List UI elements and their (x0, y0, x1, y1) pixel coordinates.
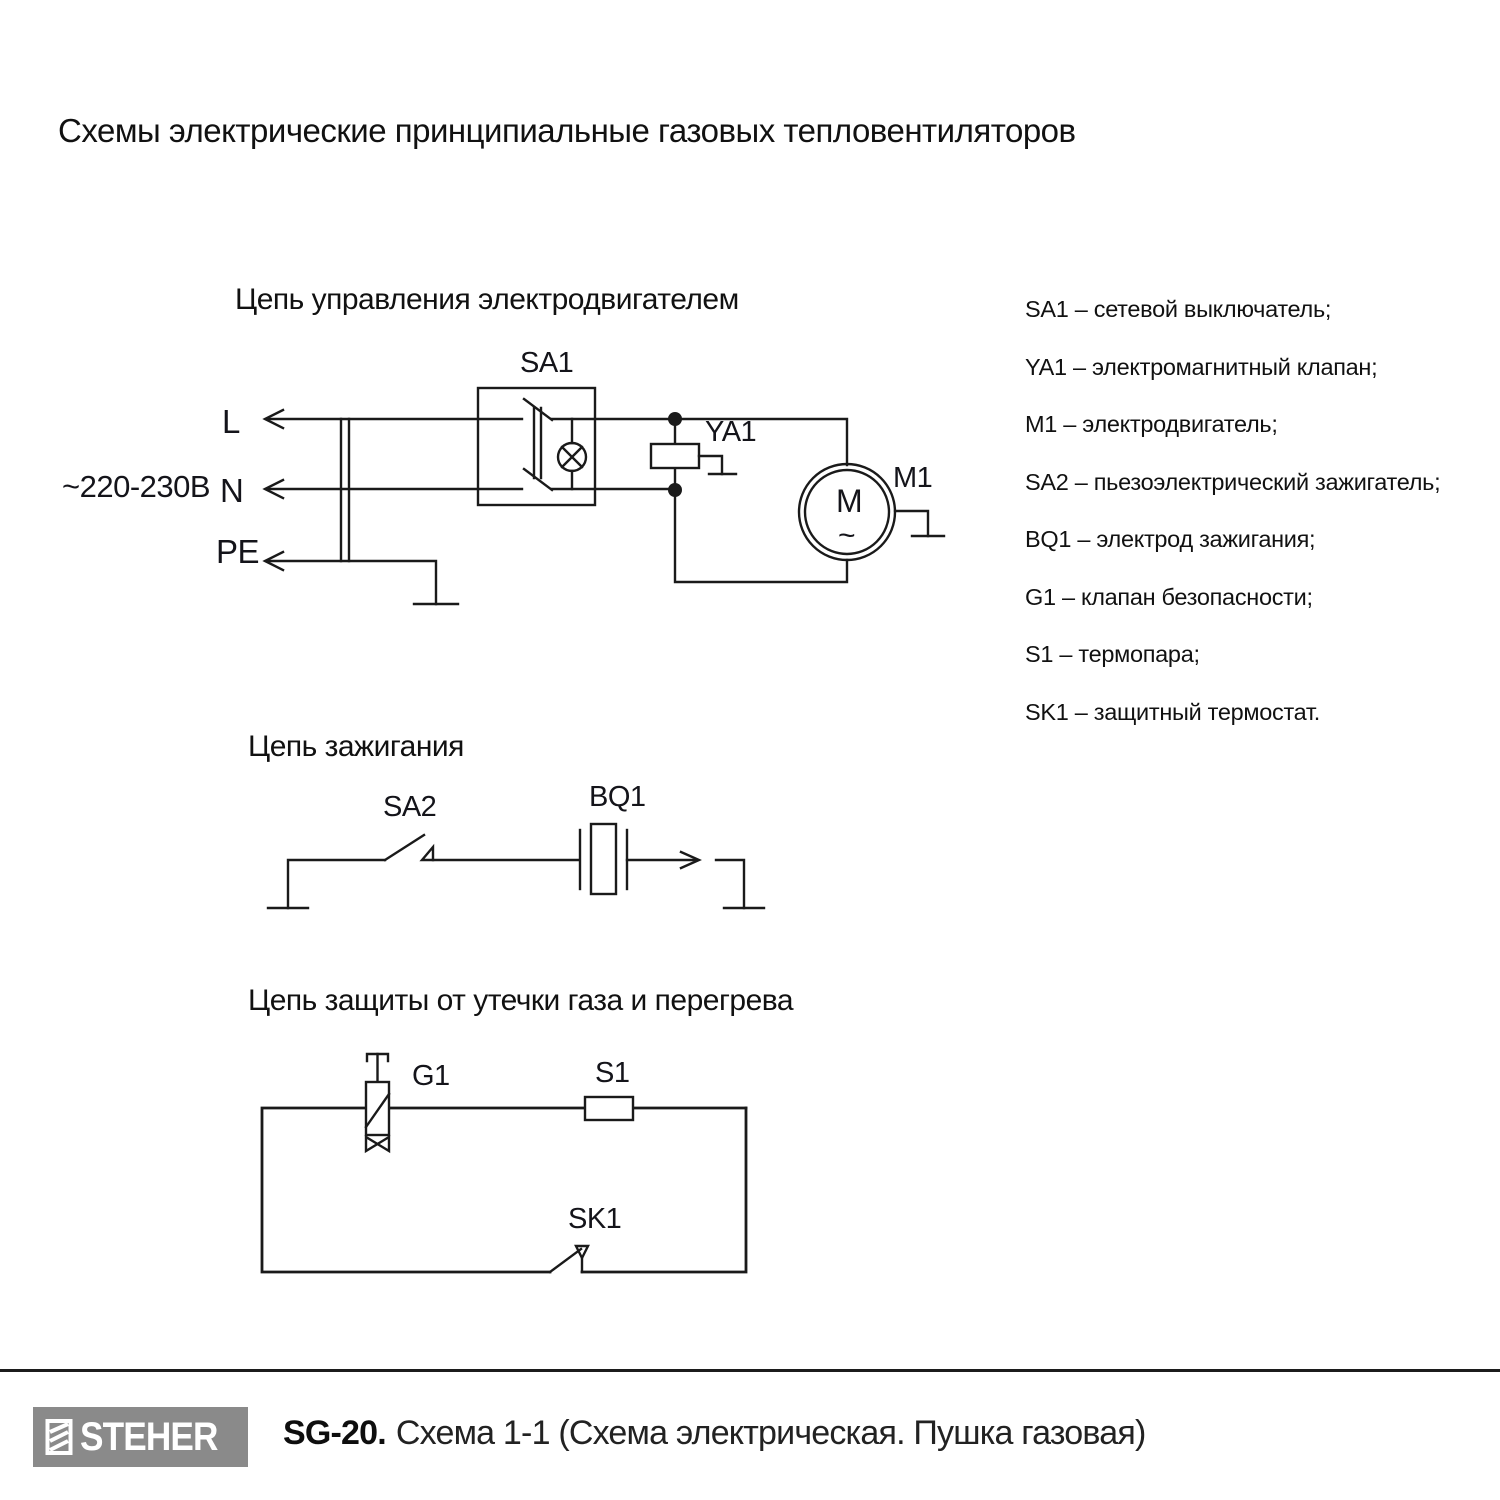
line-n-label: N (220, 472, 244, 509)
legend-item: SA2 – пьезоэлектрический зажигатель; (1025, 468, 1441, 495)
g1-valve-symbol (366, 1054, 389, 1151)
bq1-piezo-symbol (580, 824, 699, 894)
legend-item: S1 – термопара; (1025, 641, 1200, 667)
motor-ac-symbol: ~ (838, 519, 856, 552)
footer-divider (0, 1369, 1500, 1372)
protection-circuit-diagram (240, 1030, 760, 1290)
valve-bowtie-icon (366, 1137, 389, 1151)
ya1-label: YA1 (705, 416, 757, 448)
legend (1025, 296, 1485, 756)
line-l-label: L (222, 403, 240, 440)
sa1-label: SA1 (520, 347, 574, 379)
ground-icon (716, 860, 764, 908)
sk1-label: SK1 (568, 1203, 622, 1235)
voltage-label: ~220-230В (62, 469, 211, 504)
ground-icon (268, 860, 385, 908)
model-code: SG-20. (283, 1414, 386, 1452)
s1-label: S1 (595, 1057, 630, 1089)
steher-logo (33, 1407, 248, 1467)
sk1-thermostat-symbol (550, 1246, 588, 1272)
ignition-circuit-diagram (250, 780, 780, 930)
supply-wires (266, 419, 522, 604)
brand-name: STEHER (79, 1414, 218, 1459)
sa2-switch-symbol (385, 835, 578, 860)
protection-loop-wires (262, 1108, 746, 1272)
s1-thermocouple-symbol (585, 1097, 633, 1120)
legend-item: SK1 – защитный термостат. (1025, 698, 1320, 725)
motor-letter: M (836, 483, 863, 519)
scheme-description: Схема 1-1 (Схема электрическая. Пушка газовая) (395, 1414, 1146, 1452)
legend-item: M1 – электродвигатель; (1025, 411, 1278, 437)
footer-caption (283, 1414, 1146, 1453)
bq1-label: BQ1 (589, 781, 646, 813)
motor-control-circuit-diagram (50, 340, 970, 640)
circuit1-title: Цепь управления электродвигателем (235, 283, 739, 316)
lamp-icon (558, 419, 586, 489)
ground-icon (895, 511, 944, 536)
line-pe-label: PE (216, 533, 260, 570)
legend-item: BQ1 – электрод зажигания; (1025, 526, 1316, 552)
circuit3-title: Цепь защиты от утечки газа и перегрева (248, 984, 794, 1017)
hatched-square-icon (45, 1418, 73, 1456)
legend-item: G1 – клапан безопасности; (1025, 583, 1313, 610)
ground-icon (699, 456, 736, 474)
sa2-label: SA2 (383, 791, 437, 823)
circuit2-title: Цепь зажигания (248, 730, 464, 763)
legend-item: YA1 – электромагнитный клапан; (1025, 353, 1378, 380)
legend-item: SA1 – сетевой выключатель; (1025, 296, 1332, 322)
m1-label: M1 (893, 462, 933, 494)
page-title: Схемы электрические принципиальные газовых тепловентиляторов (58, 112, 1076, 149)
g1-label: G1 (412, 1060, 450, 1092)
